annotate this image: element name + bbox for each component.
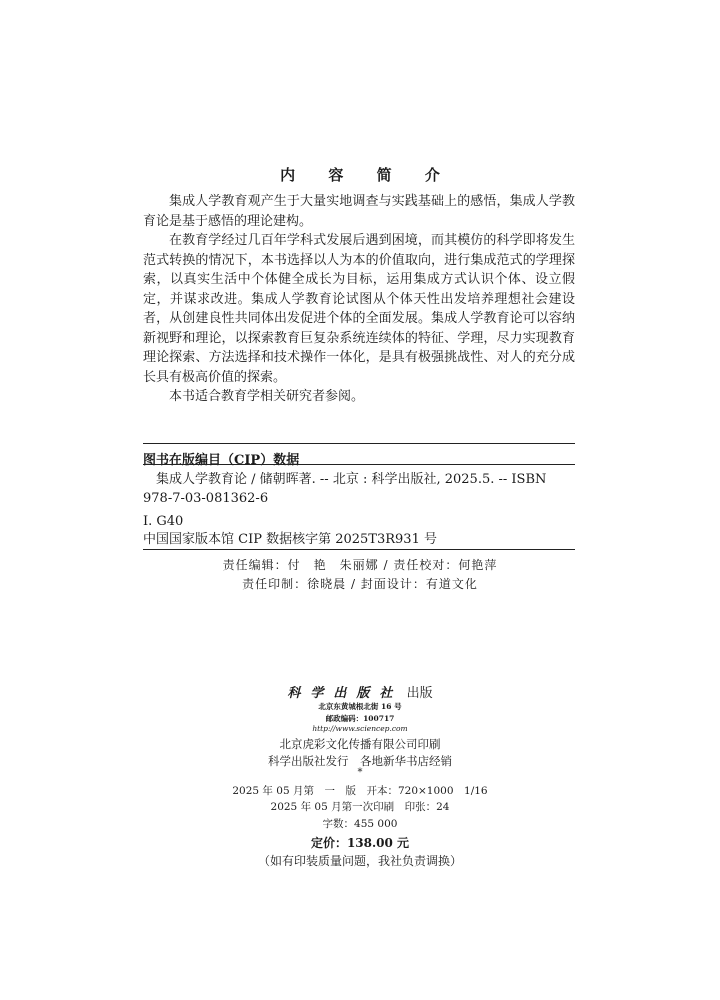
separator-star: * — [357, 767, 363, 778]
content-summary — [143, 192, 575, 407]
page-title: 内 容 简 介 — [280, 166, 454, 184]
distributor-line: 科学出版社发行 各地新华书店经销 — [268, 754, 452, 768]
cip-heading-rule — [143, 464, 575, 465]
cip-heading: 图书在版编目（CIP）数据 — [143, 453, 300, 468]
cip-entry-isbn: 978-7-03-081362-6 — [143, 491, 269, 506]
publisher-website: http://www.sciencep.com — [312, 724, 408, 733]
summary-paragraph: 本书适合教育学相关研究者参阅。 — [169, 389, 365, 404]
publisher-postcode: 邮政编码：100717 — [325, 714, 395, 723]
publisher-logo: 科学出版社 — [287, 686, 403, 701]
cip-entry — [143, 470, 575, 508]
word-count: 字数：455 000 — [322, 818, 398, 830]
publisher-suffix: 出版 — [406, 686, 433, 701]
cip-bottom-rule — [143, 549, 575, 550]
edition-line: 2025 年 05 月第 一 版 开本：720×1000 1/16 — [232, 785, 488, 797]
editor-credits: 责任编辑：付 艳 朱丽娜 / 责任校对：何艳萍 — [222, 558, 498, 572]
quality-notice: （如有印装质量问题，我社负责调换） — [257, 854, 462, 868]
production-credits: 责任印制：徐晓晨 / 封面设计：有道文化 — [242, 577, 478, 591]
summary-paragraph: 在教育学经过几百年学科式发展后遇到困境，而其模仿的科学即将发生范式转换的情况下，本书选择以人为本的价值取向，进行集成范式的学理探索，以真实生活中个体健全成长为目标，运用集成方式认识个体、设立假定，并谋求改进。集成人学教育论试图从个体天性出发培养理想社会建设者，从创建良性共同体出发促进个体的全面发展。集成人学教育论可以容纳新视野和理论，以探索教育巨复杂系统连续体的特征、学理，尽力实现教育理论探索、方法选择和技术操作一体化，是具有极强挑战性、对人的充分成长具有极高价值的探索。 — [143, 233, 575, 385]
printing-line: 2025 年 05 月第一次印刷 印张：24 — [270, 801, 450, 813]
cip-entry-line: 集成人学教育论 / 储朝晖著. -- 北京 : 科学出版社, 2025.5. -- ISBN — [156, 472, 547, 487]
publisher-line — [0, 682, 720, 701]
cip-top-rule — [143, 443, 575, 444]
publisher-address: 北京东黄城根北街 16 号 — [318, 702, 402, 711]
summary-paragraph: 集成人学教育观产生于大量实地调查与实践基础上的感悟，集成人学教育论是基于感悟的理论建构。 — [143, 194, 575, 229]
cip-record-number: 中国国家版本馆 CIP 数据核字第 2025T3R931 号 — [143, 532, 437, 547]
cip-classification: Ⅰ. G40 — [143, 514, 184, 529]
price: 定价：138.00 元 — [310, 836, 410, 850]
printer-line: 北京虎彩文化传播有限公司印刷 — [279, 737, 441, 751]
